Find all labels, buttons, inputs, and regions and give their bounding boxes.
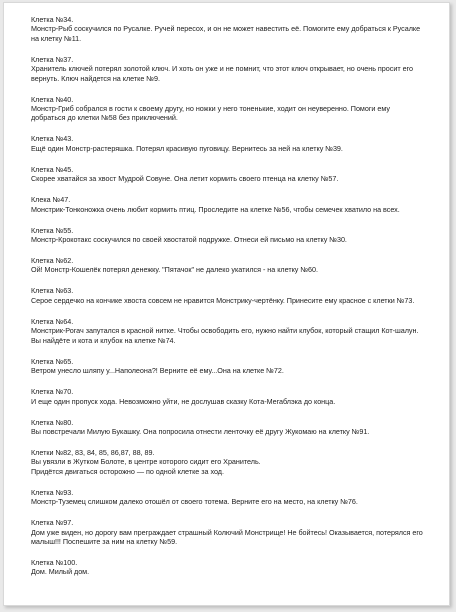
entry-title: Клетка №97. bbox=[31, 518, 74, 528]
entry-body: И еще один пропуск хода. Невозможно уйти, не дослушав сказку Кота-Мегаблэка до конца. bbox=[31, 396, 336, 406]
entry-title: Клетка №43. bbox=[31, 134, 74, 144]
entry-title: Клетка №100. bbox=[31, 557, 78, 567]
entry bbox=[31, 387, 431, 406]
entry-body: Дом уже виден, но дорогу вам преграждает страшный Колючий Монстрище! Не бойтесь! Оказывается, потерялся его малыш!!! Поспешите за ним на клетку №59. bbox=[31, 527, 423, 546]
entry bbox=[31, 317, 431, 345]
entry bbox=[31, 418, 431, 437]
entry-title: Клетка №70. bbox=[31, 387, 74, 397]
entry bbox=[31, 165, 431, 184]
entry bbox=[31, 448, 431, 476]
entry bbox=[31, 55, 431, 83]
entry-body: Ещё один Монстр-растеряшка. Потерял красивую пуговицу. Вернитесь за ней на клетку №39. bbox=[31, 143, 343, 153]
entry-body: Серое сердечко на кончике хвоста совсем не нравится Монстрику-чертёнку. Принесите ему красное с клетки №73. bbox=[31, 295, 415, 305]
entry-title: Клетка №40. bbox=[31, 94, 74, 104]
entry-body: Ветром унесло шляпу у...Наполеона?! Верните её ему...Она на клетке №72. bbox=[31, 366, 284, 376]
entry-body: Монстрик-Тонконожка очень любит кормить птиц. Проследите на клетке №56, чтобы семечек хватило на всех. bbox=[31, 204, 400, 214]
entry bbox=[31, 357, 431, 376]
entry bbox=[31, 95, 431, 123]
entry-body: Монстр-Туземец слишком далеко отошёл от своего тотема. Верните его на место, на клетку №76. bbox=[31, 497, 358, 507]
entry-title: Клетка №55. bbox=[31, 225, 74, 235]
entry-body: Монстрик-Рогач запутался в красной нитке. Чтобы освободить его, нужно найти клубок, который стащил Кот-шалун. Вы найдёте и кота и клубок на клетке №74. bbox=[31, 326, 419, 345]
entry bbox=[31, 488, 431, 507]
entry bbox=[31, 286, 431, 305]
entry-title: Клетки №82, 83, 84, 85, 86,87, 88, 89. bbox=[31, 447, 155, 457]
entry-title: Клетка №93. bbox=[31, 487, 74, 497]
document-page bbox=[3, 2, 450, 606]
entry bbox=[31, 226, 431, 245]
document-content bbox=[31, 15, 431, 588]
entry bbox=[31, 558, 431, 577]
entry-title: Клетка №34. bbox=[31, 15, 74, 24]
entry-body: Вы повстречали Милую Букашку. Она попросила отнести ленточку её другу Жукомаю на клетку №91. bbox=[31, 426, 370, 436]
entry-body: Скорее хватайся за хвост Мудрой Совуне. Она летит кормить своего птенца на клетку №57. bbox=[31, 174, 339, 184]
entry bbox=[31, 256, 431, 275]
entry-title: Клетка №65. bbox=[31, 356, 74, 366]
entry-title: Клека №47. bbox=[31, 195, 71, 205]
entry-title: Клетка №45. bbox=[31, 164, 74, 174]
entry-title: Клетка №62. bbox=[31, 256, 74, 266]
entry bbox=[31, 15, 431, 43]
entry-body: Дом. Милый дом. bbox=[31, 567, 90, 577]
entry-body: Монстр-Гриб собрался в гости к своему другу, но ножки у него тоненькие, ходит он неуверенно. Помоги ему добраться до клетки №58 без приключений. bbox=[31, 104, 390, 123]
entry-title: Клетка №80. bbox=[31, 417, 74, 427]
entry-body: Вы увязли в Жутком Болоте, в центре которого сидит его Хранитель. Придётся двигаться осторожно — по одной клетке за ход. bbox=[31, 457, 261, 476]
entry-body: Монстр-Рыб соскучился по Русалке. Ручей пересох, и он не может навестить её. Помогите ему добраться к Русалке на клетку №11. bbox=[31, 24, 421, 43]
entry-body: Хранитель ключей потерял золотой ключ. И хоть он уже и не помнит, что этот ключ открывает, но очень просит его вернуть. Ключ найдется на клетке №9. bbox=[31, 64, 413, 83]
entry-title: Клетка №63. bbox=[31, 286, 74, 296]
entry bbox=[31, 195, 431, 214]
entry bbox=[31, 518, 431, 546]
entry-title: Клетка №37. bbox=[31, 54, 74, 64]
entry-title: Клетка №64. bbox=[31, 316, 74, 326]
entry-body: Ой! Монстр-Кошелёк потерял денежку. "Пятачок" не далеко укатился - на клетку №60. bbox=[31, 265, 318, 275]
entry-body: Монстр-Крокотакс соскучился по своей хвостатой подружке. Отнеси ей письмо на клетку №30. bbox=[31, 235, 347, 245]
entry bbox=[31, 134, 431, 153]
